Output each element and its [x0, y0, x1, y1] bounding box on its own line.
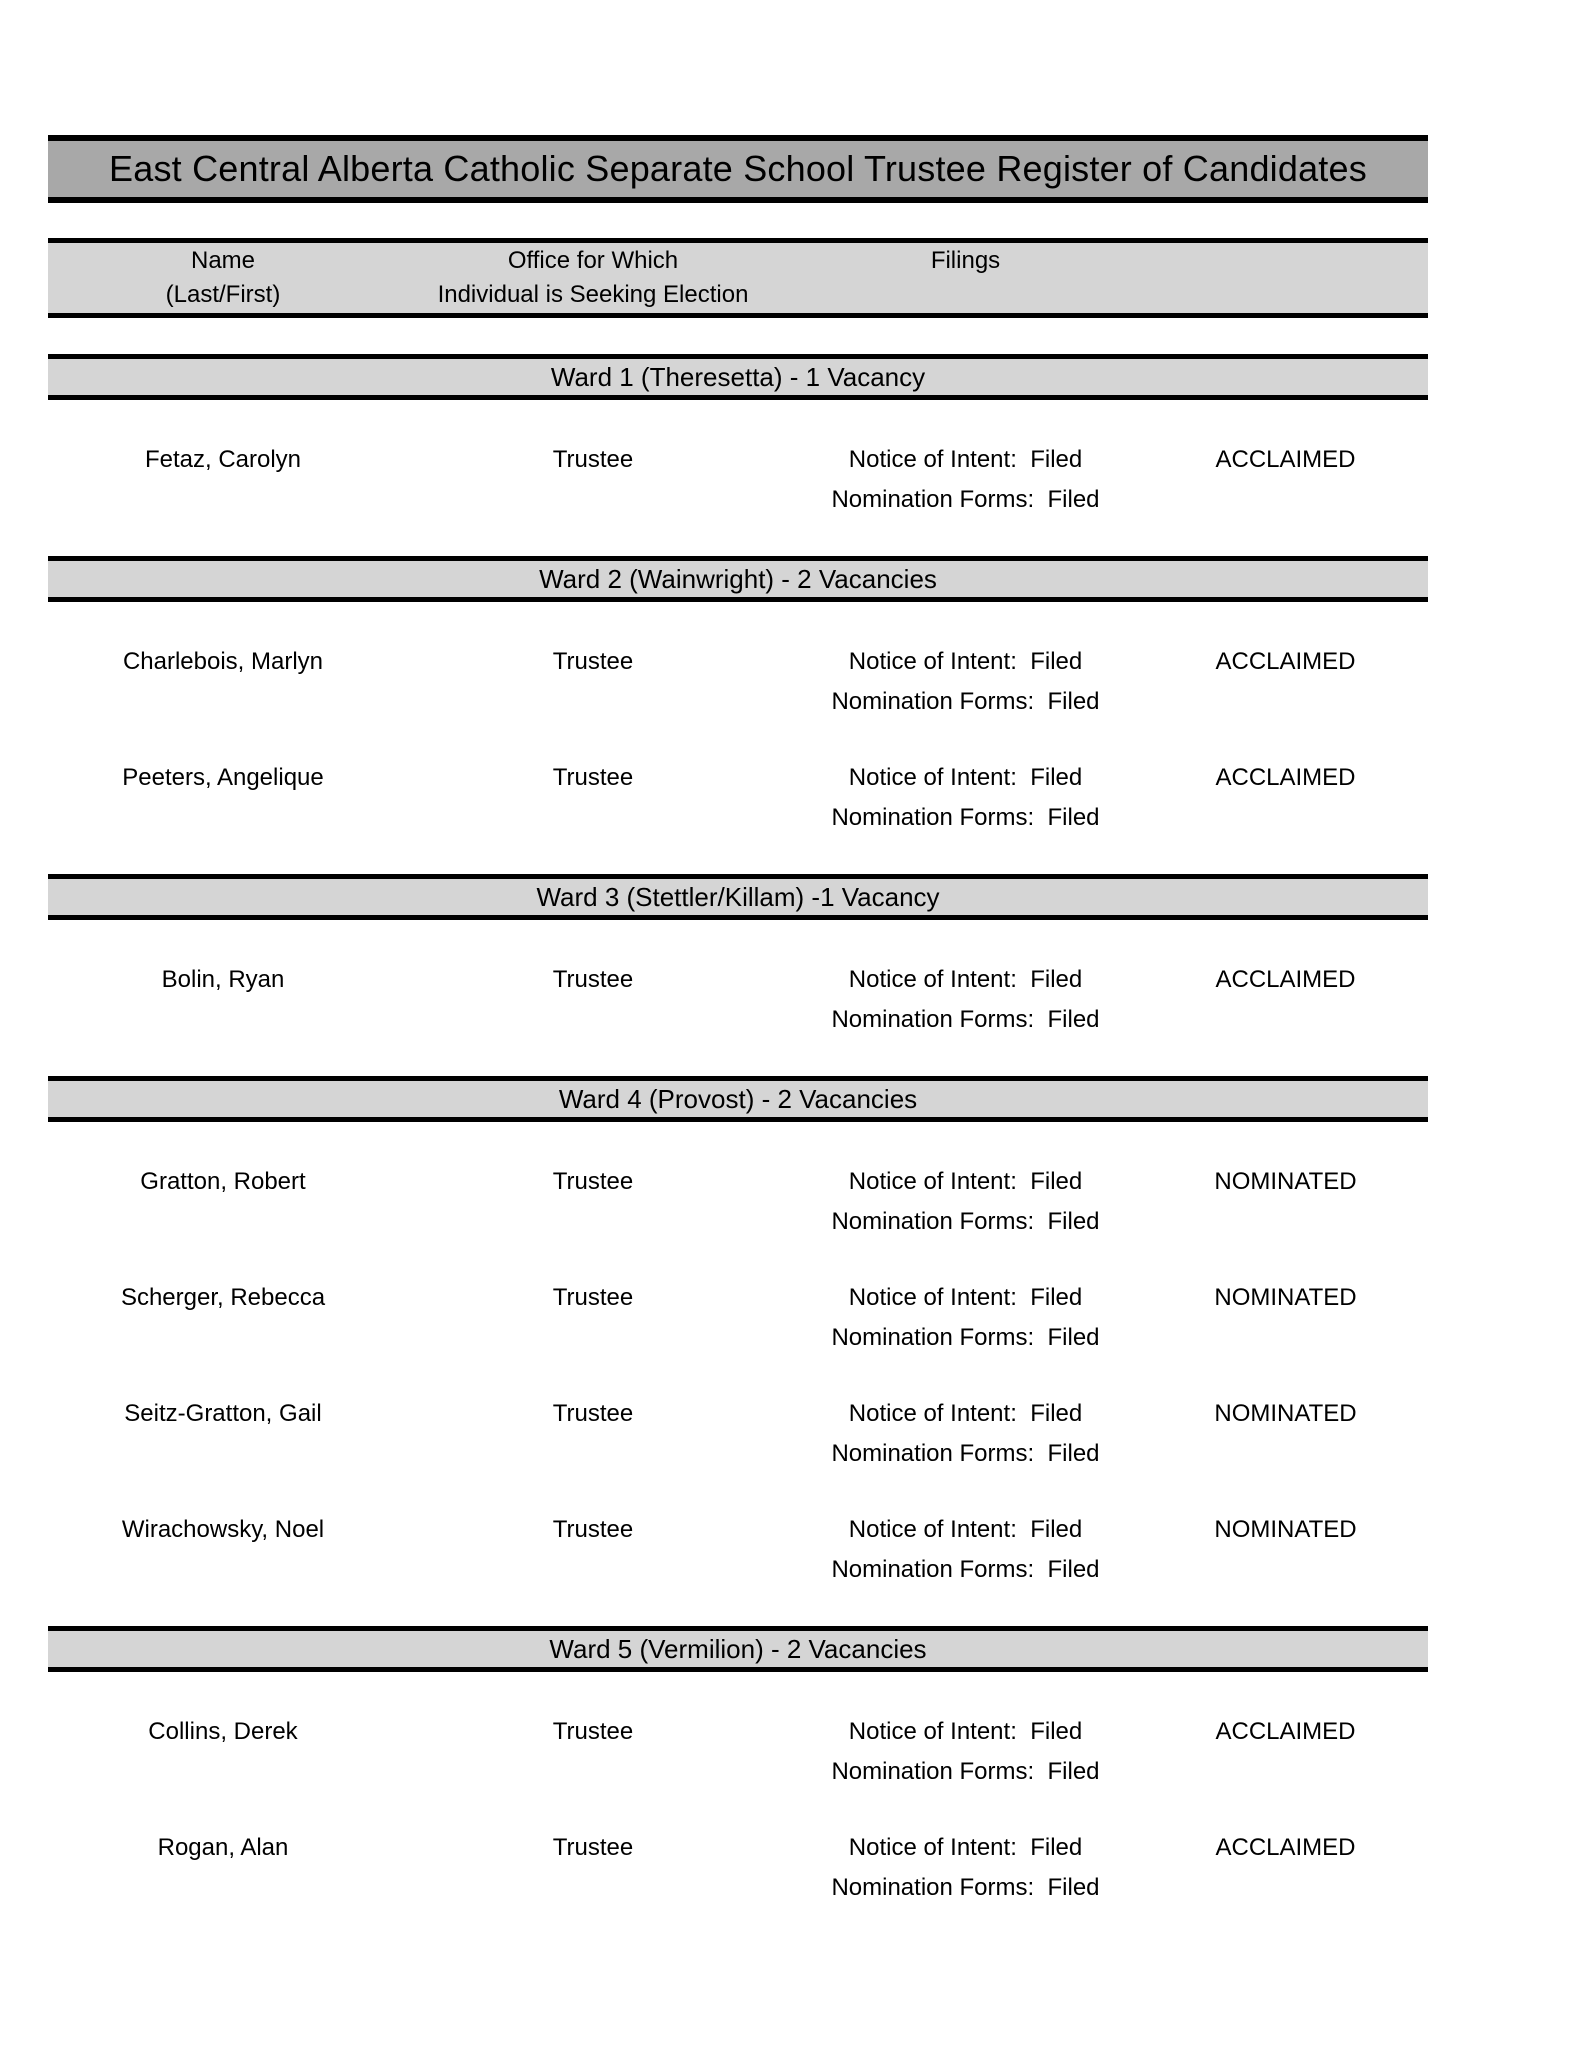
candidate-filings: [788, 758, 1143, 838]
candidate-row: [48, 642, 1428, 722]
candidate-filings: [788, 1510, 1143, 1590]
ward-section-header: [48, 1626, 1428, 1672]
filing-notice-of-intent: Notice of Intent: Filed: [848, 1516, 1083, 1543]
ward-section-header: [48, 1076, 1428, 1122]
candidate-name: Scherger, Rebecca: [120, 1284, 326, 1311]
candidate-row: [48, 1828, 1428, 1908]
candidate-name: Wirachowsky, Noel: [121, 1516, 325, 1543]
candidate-status: NOMINATED: [1214, 1168, 1357, 1195]
candidate-filings: [788, 1278, 1143, 1358]
candidate-name: Peeters, Angelique: [122, 764, 324, 791]
column-header-name: [48, 244, 398, 312]
filing-notice-of-intent: Notice of Intent: Filed: [848, 966, 1083, 993]
candidate-status: ACCLAIMED: [1215, 764, 1356, 791]
filing-nomination-forms: Nomination Forms: Filed: [831, 1874, 1100, 1901]
ward-section-header: [48, 556, 1428, 602]
filing-notice-of-intent: Notice of Intent: Filed: [848, 764, 1083, 791]
filing-nomination-forms: Nomination Forms: Filed: [831, 1324, 1100, 1351]
column-header-filings: [788, 244, 1143, 312]
column-header-office-line1: Office for Which: [507, 247, 679, 274]
candidate-filings: [788, 960, 1143, 1040]
column-header-status: [1143, 244, 1428, 312]
candidate-row: [48, 1162, 1428, 1242]
candidate-name: Fetaz, Carolyn: [144, 446, 302, 473]
candidate-office: Trustee: [552, 966, 634, 993]
candidate-status: ACCLAIMED: [1215, 1834, 1356, 1861]
candidate-name: Seitz-Gratton, Gail: [124, 1400, 322, 1427]
candidate-name: Collins, Derek: [148, 1718, 298, 1745]
filing-notice-of-intent: Notice of Intent: Filed: [848, 1834, 1083, 1861]
column-header-name-line1: Name: [190, 247, 256, 274]
candidate-filings: [788, 440, 1143, 520]
candidate-office: Trustee: [552, 1168, 634, 1195]
candidate-filings: [788, 1828, 1143, 1908]
filing-nomination-forms: Nomination Forms: Filed: [831, 688, 1100, 715]
candidate-filings: [788, 642, 1143, 722]
candidate-status: ACCLAIMED: [1215, 1718, 1356, 1745]
filing-nomination-forms: Nomination Forms: Filed: [831, 1440, 1100, 1467]
candidate-status: NOMINATED: [1214, 1516, 1357, 1543]
column-header-office-line2: Individual is Seeking Election: [437, 281, 749, 308]
candidate-filings: [788, 1162, 1143, 1242]
candidate-office: Trustee: [552, 1400, 634, 1427]
filing-notice-of-intent: Notice of Intent: Filed: [848, 1718, 1083, 1745]
filing-nomination-forms: Nomination Forms: Filed: [831, 1758, 1100, 1785]
column-header-filings-label: Filings: [930, 247, 1001, 274]
candidate-office: Trustee: [552, 764, 634, 791]
filing-notice-of-intent: Notice of Intent: Filed: [848, 648, 1083, 675]
filing-notice-of-intent: Notice of Intent: Filed: [848, 446, 1083, 473]
filing-nomination-forms: Nomination Forms: Filed: [831, 1006, 1100, 1033]
filing-nomination-forms: Nomination Forms: Filed: [831, 486, 1100, 513]
document-title: East Central Alberta Catholic Separate School Trustee Register of Candidates: [109, 148, 1367, 189]
filing-notice-of-intent: Notice of Intent: Filed: [848, 1284, 1083, 1311]
candidate-office: Trustee: [552, 648, 634, 675]
candidate-office: Trustee: [552, 446, 634, 473]
candidate-status: NOMINATED: [1214, 1400, 1357, 1427]
column-header-name-line2: (Last/First): [165, 281, 281, 308]
candidate-status: ACCLAIMED: [1215, 966, 1356, 993]
ward-label: Ward 2 (Wainwright) - 2 Vacancies: [539, 563, 937, 594]
candidate-row: [48, 1278, 1428, 1358]
ward-section-header: [48, 874, 1428, 920]
ward-label: Ward 1 (Theresetta) - 1 Vacancy: [550, 361, 926, 392]
candidate-status: ACCLAIMED: [1215, 446, 1356, 473]
candidate-name: Charlebois, Marlyn: [122, 648, 324, 675]
filing-nomination-forms: Nomination Forms: Filed: [831, 804, 1100, 831]
table-column-headers: [48, 238, 1428, 318]
candidate-row: [48, 1394, 1428, 1474]
candidate-office: Trustee: [552, 1516, 634, 1543]
candidate-filings: [788, 1712, 1143, 1792]
filing-notice-of-intent: Notice of Intent: Filed: [848, 1400, 1083, 1427]
ward-label: Ward 5 (Vermilion) - 2 Vacancies: [549, 1633, 927, 1664]
candidate-status: ACCLAIMED: [1215, 648, 1356, 675]
filing-nomination-forms: Nomination Forms: Filed: [831, 1556, 1100, 1583]
column-header-office: [398, 244, 788, 312]
ward-label: Ward 3 (Stettler/Killam) -1 Vacancy: [536, 881, 940, 912]
ward-section-header: [48, 354, 1428, 400]
candidate-row: [48, 758, 1428, 838]
candidate-filings: [788, 1394, 1143, 1474]
candidate-name: Gratton, Robert: [140, 1168, 306, 1195]
candidate-status: NOMINATED: [1214, 1284, 1357, 1311]
ward-label: Ward 4 (Provost) - 2 Vacancies: [558, 1083, 918, 1114]
candidate-office: Trustee: [552, 1718, 634, 1745]
register-table: [48, 135, 1428, 1944]
filing-notice-of-intent: Notice of Intent: Filed: [848, 1168, 1083, 1195]
candidate-name: Bolin, Ryan: [161, 966, 285, 993]
document-title-bar: [48, 135, 1428, 203]
candidate-office: Trustee: [552, 1284, 634, 1311]
candidate-row: [48, 1510, 1428, 1590]
candidate-row: [48, 1712, 1428, 1792]
filing-nomination-forms: Nomination Forms: Filed: [831, 1208, 1100, 1235]
candidate-office: Trustee: [552, 1834, 634, 1861]
candidate-row: [48, 960, 1428, 1040]
candidate-row: [48, 440, 1428, 520]
candidate-name: Rogan, Alan: [157, 1834, 289, 1861]
